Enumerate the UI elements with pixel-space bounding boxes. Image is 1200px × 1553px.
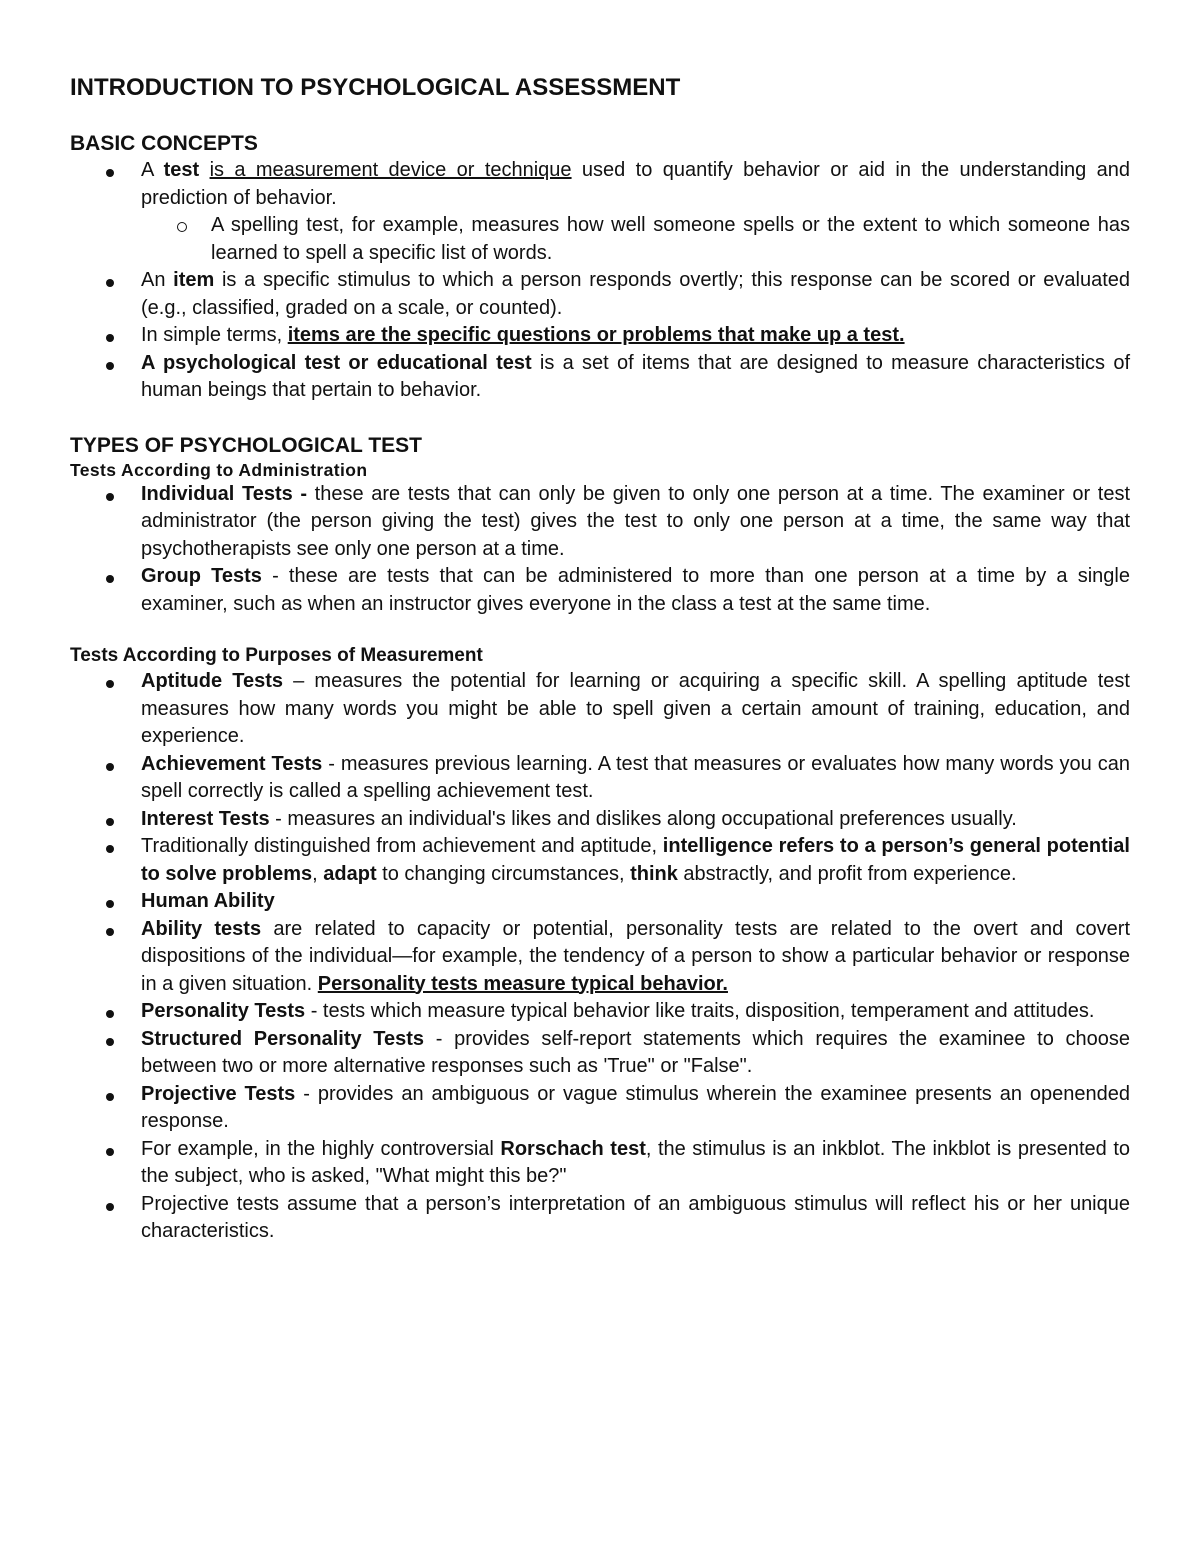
list-item-simple-terms: In simple terms, items are the specific questions or problems that make up a test. bbox=[70, 322, 1130, 350]
document-body bbox=[70, 73, 1130, 1246]
term-projective-tests: Projective Tests bbox=[141, 1082, 296, 1105]
term-human-ability: Human Ability bbox=[141, 890, 275, 912]
test-definition-underlined: is a measurement device or technique bbox=[209, 159, 572, 181]
bullet-icon bbox=[106, 680, 114, 688]
bullet-icon bbox=[106, 1038, 114, 1046]
circle-bullet-icon bbox=[177, 222, 187, 232]
bullet-icon bbox=[106, 818, 114, 826]
list-item-aptitude-tests: Aptitude Tests – measures the potential for learning or acquiring a specific skill. A spelling aptitude test measures how many words you might be able to spell given a certain amount of training, education, and experience. bbox=[70, 668, 1130, 751]
term-group-tests: Group Tests bbox=[141, 565, 262, 587]
list-item-personality-tests: Personality Tests - tests which measure typical behavior like traits, disposition, temperament and attitudes. bbox=[70, 998, 1130, 1026]
simple-terms-emphasis: items are the specific questions or problems that make up a test. bbox=[287, 324, 905, 346]
bullet-icon bbox=[106, 928, 114, 936]
term-aptitude-tests: Aptitude Tests bbox=[141, 670, 283, 692]
term-interest-tests: Interest Tests bbox=[141, 807, 270, 830]
list-item-rorschach: For example, in the highly controversial Rorschach test, the stimulus is an inkblot. The inkblot is presented to the subject, who is asked, "What might this be?" bbox=[70, 1136, 1130, 1191]
subheading-administration: Tests According to Administration bbox=[70, 459, 368, 480]
term-achievement-tests: Achievement Tests bbox=[141, 752, 323, 775]
list-item-structured-personality-tests: Structured Personality Tests - provides self-report statements which requires the examinee to choose between two or more alternative responses such as 'True" or "False". bbox=[70, 1026, 1130, 1081]
term-personality-tests: Personality Tests bbox=[141, 1000, 306, 1022]
term-intelligence: intelligence refers to a person’s general potential to solve problems bbox=[141, 835, 1130, 885]
section-heading-basic-concepts: BASIC CONCEPTS bbox=[70, 132, 258, 155]
list-item-achievement-tests: Achievement Tests - measures previous learning. A test that measures or evaluates how many words you can spell correctly is called a spelling achievement test. bbox=[70, 751, 1130, 806]
bullet-icon bbox=[106, 900, 114, 908]
term-think: think bbox=[630, 862, 678, 885]
bullet-icon bbox=[106, 845, 114, 853]
list-item-item-definition: An item is a specific stimulus to which a person responds overtly; this response can be scored or evaluated (e.g., classified, graded on a scale, or counted). bbox=[70, 267, 1130, 322]
list-item-human-ability bbox=[70, 888, 1130, 916]
section-heading-types: TYPES OF PSYCHOLOGICAL TEST bbox=[70, 433, 422, 457]
bullet-icon bbox=[106, 1093, 114, 1101]
term-test: test bbox=[163, 159, 200, 181]
bullet-icon bbox=[106, 493, 114, 501]
list-item-projective-assumption: Projective tests assume that a person’s interpretation of an ambiguous stimulus will reflect his or her unique characteristics. bbox=[70, 1191, 1130, 1246]
term-adapt: adapt bbox=[323, 862, 377, 885]
term-rorschach-test: Rorschach test bbox=[500, 1137, 646, 1160]
list-item-interest-tests: Interest Tests - measures an individual's likes and dislikes along occupational preferences usually. bbox=[70, 806, 1130, 834]
document-title: INTRODUCTION TO PSYCHOLOGICAL ASSESSMENT bbox=[70, 74, 681, 101]
bullet-icon bbox=[106, 1203, 114, 1211]
bullet-icon bbox=[106, 1148, 114, 1156]
bullet-icon bbox=[106, 362, 114, 370]
list-item-projective-tests: Projective Tests - provides an ambiguous or vague stimulus wherein the examinee presents an openended response. bbox=[70, 1081, 1130, 1136]
bullet-icon bbox=[106, 1010, 114, 1018]
term-psychological-test: A psychological test or educational test bbox=[141, 351, 532, 374]
personality-emphasis: Personality tests measure typical behavior. bbox=[317, 972, 728, 995]
purposes-list bbox=[70, 668, 1130, 1246]
term-ability-tests: Ability tests bbox=[141, 917, 262, 940]
basic-concepts-list bbox=[70, 157, 1130, 405]
test-example-sublist bbox=[141, 212, 1130, 267]
list-item-individual-tests: Individual Tests - these are tests that can only be given to only one person at a time. The examiner or test administrator (the person giving the test) gives the test to only one person at a time, the same way that psychotherapists see only one person at a time. bbox=[70, 481, 1130, 564]
list-item-intelligence: Traditionally distinguished from achievement and aptitude, intelligence refers to a person’s general potential to solve problems, adapt to changing circumstances, think abstractly, and profit from experience. bbox=[70, 833, 1130, 888]
term-individual-tests: Individual Tests - bbox=[141, 482, 308, 505]
bullet-icon bbox=[106, 334, 114, 342]
bullet-icon bbox=[106, 575, 114, 583]
bullet-icon bbox=[106, 279, 114, 287]
term-item: item bbox=[173, 269, 215, 291]
list-item-group-tests: Group Tests - these are tests that can be administered to more than one person at a time by a single examiner, such as when an instructor gives everyone in the class a test at the same time. bbox=[70, 563, 1130, 618]
subheading-purposes: Tests According to Purposes of Measurement bbox=[70, 645, 483, 666]
list-item-test-definition: A test is a measurement device or technique used to quantify behavior or aid in the understanding and prediction of behavior. A spelling test, for example, measures how well someone spells or the extent to which someone has learned to spell a specific list of words. bbox=[70, 157, 1130, 267]
list-item-psychological-test: A psychological test or educational test is a set of items that are designed to measure characteristics of human beings that pertain to behavior. bbox=[70, 350, 1130, 405]
sub-list-item-spelling-example: A spelling test, for example, measures how well someone spells or the extent to which someone has learned to spell a specific list of words. bbox=[70, 212, 1130, 267]
bullet-icon bbox=[106, 169, 114, 177]
list-item-ability-tests: Ability tests are related to capacity or potential, personality tests are related to the overt and covert dispositions of the individual—for example, the tendency of a person to show a particular behavior or response in a given situation. Personality tests measure typical behavior. bbox=[70, 916, 1130, 999]
administration-list bbox=[70, 481, 1130, 619]
bullet-icon bbox=[106, 763, 114, 771]
term-structured-personality-tests: Structured Personality Tests bbox=[141, 1027, 425, 1050]
